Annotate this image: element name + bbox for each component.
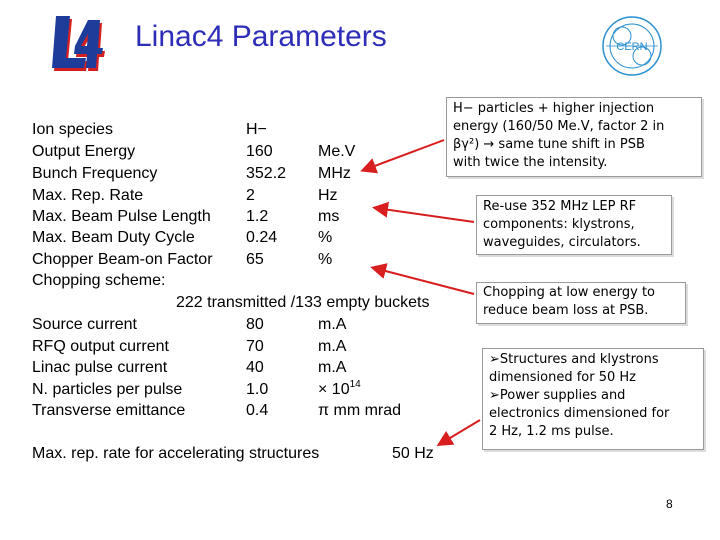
chopping-scheme-detail: 222 transmitted /133 empty buckets [176, 294, 430, 311]
page-number: 8 [666, 497, 673, 511]
param-label: Max. Beam Pulse Length [32, 208, 211, 225]
callout-injection [446, 97, 702, 177]
beam-param-value: 80 [246, 316, 264, 333]
page-title: Linac4 Parameters [135, 20, 387, 53]
callout-line: Re-use 352 MHz LEP RF [483, 199, 637, 214]
callout-chopping [476, 282, 686, 324]
beam-param-value: 1.0 [246, 381, 269, 398]
callout-line: electronics dimensioned for [489, 406, 670, 421]
callout-line: ➢Structures and klystrons [489, 352, 659, 367]
param-value: 352.2 [246, 165, 287, 182]
max-rep-label: Max. rep. rate for accelerating structures [32, 445, 320, 462]
arrow-structures [440, 420, 480, 444]
callout-line: 2 Hz, 1.2 ms pulse. [489, 424, 614, 439]
param-unit: Me.V [318, 143, 356, 160]
svg-text:CERN: CERN [616, 41, 648, 53]
beam-param-unit-base: × 10 [318, 381, 350, 398]
arrow-injection [364, 140, 444, 170]
param-label: Bunch Frequency [32, 165, 158, 182]
max-rep-value: 50 Hz [392, 445, 434, 462]
callout-line: waveguides, circulators. [483, 235, 641, 250]
callout-line: reduce beam loss at PSB. [483, 303, 649, 318]
param-value: 2 [246, 187, 255, 204]
param-label: Max. Rep. Rate [32, 187, 144, 204]
param-label: Chopper Beam-on Factor [32, 251, 213, 268]
param-value: 1.2 [246, 208, 269, 225]
linac4-logo-icon [48, 12, 108, 74]
param-value: 65 [246, 251, 264, 268]
beam-param-value: 0.4 [246, 402, 269, 419]
callout-structures [482, 348, 704, 450]
arrow-lep [376, 208, 474, 222]
param-unit: % [318, 229, 333, 246]
beam-param-unit: m.A [318, 359, 347, 376]
beam-param-unit: m.A [318, 338, 347, 355]
param-value: 160 [246, 143, 273, 160]
beam-param-unit [318, 380, 361, 399]
param-value: 0.24 [246, 229, 278, 246]
cern-logo-icon [600, 14, 664, 78]
beam-param-label: Transverse emittance [32, 402, 186, 419]
beam-param-value: 40 [246, 359, 264, 376]
beam-param-unit: π mm mrad [318, 402, 402, 419]
param-unit: ms [318, 208, 340, 225]
param-unit: MHz [318, 165, 351, 182]
callout-line: energy (160/50 Me.V, factor 2 in [453, 119, 665, 134]
param-label: Max. Beam Duty Cycle [32, 229, 195, 246]
param-unit: Hz [318, 187, 338, 204]
callout-line: components: klystrons, [483, 217, 635, 232]
beam-param-label: Linac pulse current [32, 359, 168, 376]
callout-line: Chopping at low energy to [483, 285, 656, 300]
param-label: Chopping scheme: [32, 272, 166, 289]
callout-line: ➢Power supplies and [489, 388, 626, 403]
param-label: Ion species [32, 121, 113, 138]
param-unit: % [318, 251, 333, 268]
beam-param-unit-exponent: 14 [349, 379, 361, 390]
beam-param-label: Source current [32, 316, 137, 333]
beam-param-label: N. particles per pulse [32, 381, 183, 398]
beam-param-unit: m.A [318, 316, 347, 333]
callout-line: dimensioned for 50 Hz [489, 370, 637, 385]
beam-param-label: RFQ output current [32, 338, 169, 355]
param-value: H− [246, 121, 267, 138]
beam-param-value: 70 [246, 338, 264, 355]
param-label: Output Energy [32, 143, 136, 160]
callout-line: with twice the intensity. [453, 155, 608, 170]
callout-line: H− particles + higher injection [453, 101, 655, 116]
arrow-duty-cycle [374, 268, 474, 294]
callout-lep-rf [476, 195, 672, 255]
callout-line: βγ²) → same tune shift in PSB [453, 137, 645, 152]
